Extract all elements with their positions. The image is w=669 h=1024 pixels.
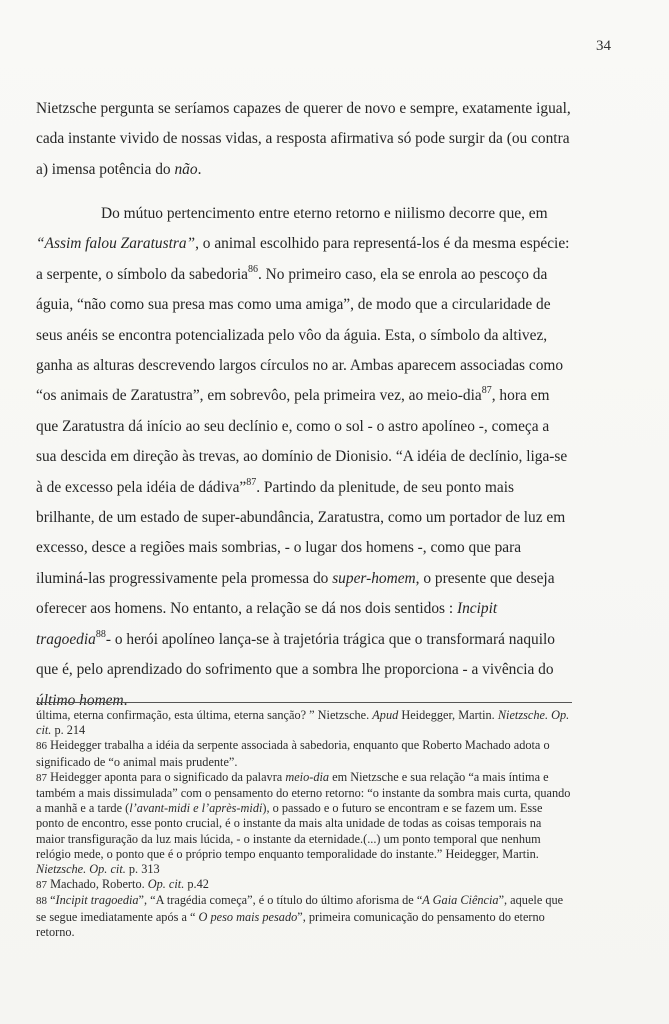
footnote-ref-86[interactable]: 86 — [247, 263, 258, 275]
italic-term: último homem — [36, 691, 124, 709]
footnote-divider — [36, 702, 572, 703]
footnote-italic: Nietzsche. Op. cit. — [36, 708, 570, 738]
paragraph-1-text: Nietzsche pergunta se seríamos capazes de querer de novo e sempre, exatamente igual, cada instante vivido de nossas vidas, a resposta afirmativa só pode surgir da (ou contra a) imensa potência do — [36, 100, 571, 178]
footnote-text: Heidegger trabalha a idéia da serpente associada à sabedoria, enquanto que Roberto Machado adota o significado de “o animal mais prudente”. — [36, 738, 550, 769]
footnote-text: p. 214 — [51, 723, 86, 738]
footnote-number: 86 — [36, 740, 47, 753]
italic-term: super-homem — [332, 569, 416, 587]
footnote-ref-87[interactable]: 87 — [481, 385, 492, 397]
book-title: “Assim falou Zaratustra” — [36, 235, 196, 253]
footnote-continuation — [36, 708, 572, 738]
footnote-number: 87 — [36, 879, 47, 892]
footnote-text: “ — [47, 893, 56, 908]
footnote-text: última, eterna confirmação, esta última, eterna sanção? ” Nietzsche. — [36, 708, 373, 722]
footnote-text: Machado, Roberto. — [47, 877, 148, 892]
paragraph-1 — [36, 94, 572, 185]
footnote-italic: Apud — [372, 708, 399, 722]
footnote-italic: Op. cit. — [147, 877, 185, 892]
footnote-italic: Incipit tragoedia — [55, 893, 139, 908]
paragraph-2-segment: , hora em que Zaratustra dá início ao seu declínio e, como o sol - o astro apolíneo -, começa a sua descida em direção às trevas, ao domínio de Dionisio. “A idéia de declínio, liga-se à de excesso pela idéia de dádiva” — [36, 387, 568, 496]
footnote-text: p.42 — [184, 877, 209, 892]
paragraph-2-segment: Do mútuo pertencimento entre eterno retorno e niilismo decorre que, em — [101, 205, 548, 222]
paragraph-2 — [36, 199, 572, 716]
paragraph-2-segment: . — [123, 691, 128, 709]
footnotes-section — [36, 708, 572, 940]
paragraph-1-end: . — [197, 160, 202, 178]
footnote-86 — [36, 738, 572, 769]
footnote-italic: O peso mais pesado — [198, 909, 298, 924]
footnote-italic: A Gaia Ciência — [422, 893, 499, 908]
footnote-text: em Nietzsche e sua relação “a mais íntima e também a mais dissimulada” com o pensamento do eterno retorno: “o instante da sombra mais curta, quando a manhã e a tarde ( — [36, 769, 571, 816]
footnote-number: 88 — [36, 895, 47, 908]
paragraph-2-segment: . Partindo da plenitude, de seu ponto mais brilhante, de um estado de super-abundância, Zaratustra, como um portador de luz em excesso, desce a regiões mais sombrias, - o lugar dos homens -, como que para iluminá-las progressivamente pela promessa do — [36, 478, 566, 587]
paragraph-2-segment: , o presente que deseja oferecer aos homens. No entanto, a relação se dá nos dois sentidos : — [36, 569, 555, 618]
page-number: 34 — [596, 38, 611, 54]
footnote-text: p. 313 — [125, 862, 160, 877]
paragraph-2-segment: , o animal escolhido para representá-los é da mesma espécie: a serpente, o símbolo da sabedoria — [36, 235, 570, 283]
footnote-87-second — [36, 877, 572, 893]
footnote-italic: l’avant-midi e l’après-midi — [129, 801, 263, 816]
paragraph-2-segment: . No primeiro caso, ela se enrola ao pescoço da águia, “não como sua presa mas como uma amiga”, de modo que a circularidade de seus anéis se encontra potencializada pelo vôo da águia. Esta, o símbolo da altivez, ganha as alturas descrevendo largos círculos no ar. Ambas aparecem associadas como “os animais de Zaratustra”, em sobrevôo, pela primeira vez, ao meio-dia — [36, 265, 564, 405]
footnote-text: Heidegger, Martin. — [398, 708, 498, 722]
footnote-text: ”, “A tragédia começa”, é o título do último aforisma de “ — [138, 893, 423, 908]
italic-term: Incipit tragoedia — [36, 600, 498, 648]
footnote-text: Heidegger aponta para o significado da palavra — [47, 769, 286, 784]
paragraph-2-segment: - o herói apolíneo lança-se à trajetória trágica que o transformará naquilo que é, pelo aprendizado do sofrimento que a sombra lhe proporciona - a vivência do — [36, 630, 555, 679]
footnote-87 — [36, 770, 572, 877]
footnote-ref-87b[interactable]: 87 — [246, 476, 257, 488]
footnote-italic: meio-dia — [285, 769, 330, 784]
paragraph-1-italic: não — [174, 160, 198, 178]
footnote-number: 87 — [36, 771, 47, 784]
footnote-text: ”, aquele que se segue imediatamente após a “ — [36, 893, 564, 924]
footnote-text: ), o passado e o futuro se encontram e se fazem um. Esse ponto de encontro, esse ponto crucial, é o instante da mais alta unidade de todas as coisas temporais na maior transfiguração da luz mais lúcida, - o instante da eternidade.(...) um ponto temporal que nenhum relógio mede, o ponto que é o próprio tempo enquanto temporalidade do instante.” Heidegger, Martin. — [36, 801, 543, 861]
footnote-text: ”, primeira comunicação do pensamento do eterno retorno. — [36, 909, 545, 939]
footnote-88 — [36, 893, 572, 940]
footnote-italic: Nietzsche. Op. cit. — [36, 862, 126, 877]
footnote-ref-88[interactable]: 88 — [95, 628, 106, 640]
